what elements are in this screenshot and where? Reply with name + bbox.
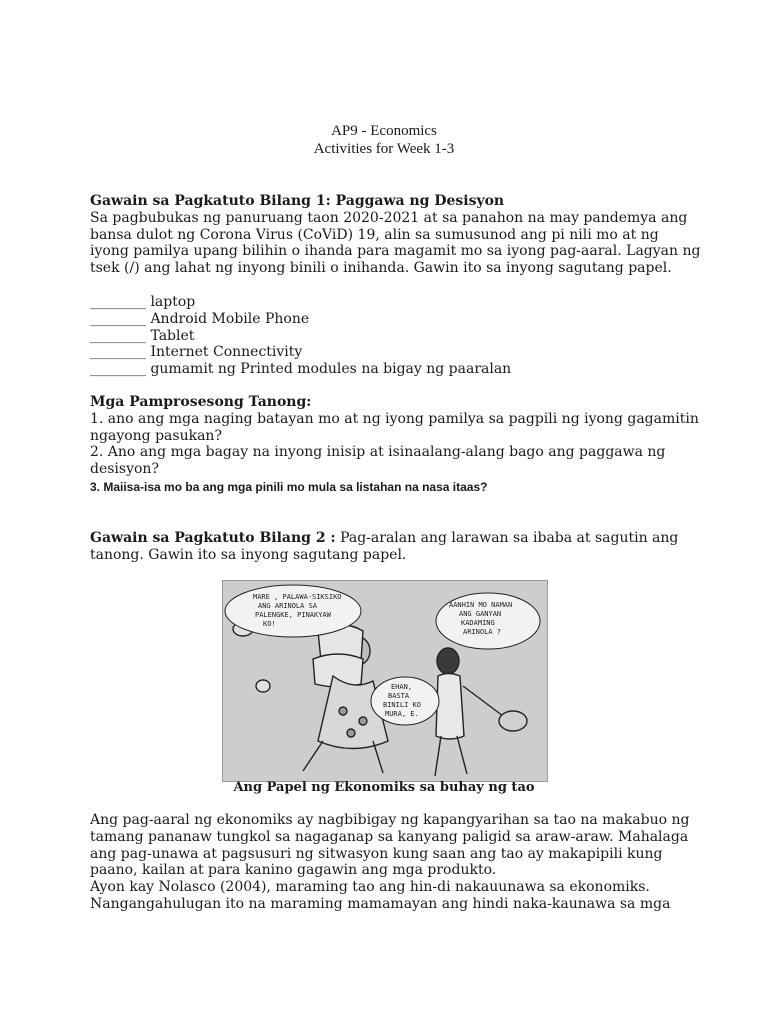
checklist-item-tablet: ________ Tablet bbox=[90, 327, 195, 344]
bubble-2-line: ARINOLA ? bbox=[463, 628, 501, 636]
bubble-1-line: KO! bbox=[263, 620, 276, 628]
closing-line: paano, kailan at para kanino gagawin ang mga produkto. bbox=[90, 862, 497, 879]
bubble-2-line: AANHIN MO NAMAN bbox=[449, 601, 513, 609]
closing-line: Ang pag-aaral ng ekonomiks ay nagbibigay ng kapangyarihan sa tao na makabuo ng bbox=[90, 812, 690, 828]
gawain1-section bbox=[90, 193, 701, 277]
gawain1-title: Gawain sa Pagkatuto Bilang 1: Paggawa ng Desisyon bbox=[90, 193, 505, 209]
cartoon-illustration bbox=[222, 580, 548, 782]
processing-questions bbox=[90, 394, 699, 496]
question-3: 3. Maiisa-isa mo ba ang mga pinili mo mula sa listahan na nasa itaas? bbox=[90, 479, 488, 494]
gawain2-title: Gawain sa Pagkatuto Bilang 2 : bbox=[90, 530, 336, 546]
activities-subtitle: Activities for Week 1-3 bbox=[313, 141, 455, 157]
question-1-line: ngayong pasukan? bbox=[90, 427, 222, 444]
cartoon-caption: Ang Papel ng Ekonomiks sa buhay ng tao bbox=[233, 780, 535, 795]
speech-bubble-1 bbox=[225, 585, 361, 637]
closing-line: Nangangahulugan ito na maraming mamamayan ang hindi naka-kaunawa sa mga bbox=[90, 895, 671, 912]
gawain2-text: Pag-aralan ang larawan sa ibaba at sagutin ang bbox=[335, 530, 679, 546]
speech-bubble-3 bbox=[371, 677, 439, 725]
bubble-2-line: KADAMING bbox=[461, 619, 495, 627]
bubble-1-line: ANG ARINOLA SA bbox=[258, 602, 318, 610]
bubble-1-line: MARE , PALAWA-SIKSIKO bbox=[253, 593, 342, 601]
checklist-item-printed-modules: ________ gumamit ng Printed modules na bigay ng paaralan bbox=[90, 361, 512, 378]
bubble-1-line: PALENGKE, PINAKYAW bbox=[255, 611, 331, 619]
closing-paragraph bbox=[90, 812, 690, 913]
question-1-line: 1. ano ang mga naging batayan mo at ng iyong pamilya sa pagpili ng iyong gagamitin bbox=[90, 410, 699, 427]
gawain1-paragraph-line: iyong pamilya upang bilihin o ihanda para magamit mo sa iyong pag-aaral. Lagyan ng bbox=[90, 243, 701, 260]
checklist-item-android-phone: ________ Android Mobile Phone bbox=[90, 310, 310, 327]
question-2-line: 2. Ano ang mga bagay na inyong inisip at isinaalang-alang bago ang paggawa ng bbox=[90, 444, 666, 461]
closing-line: ang pag-unawa at pagsusuri ng sitwasyon kung saan ang tao ay makapipili kung bbox=[90, 845, 663, 862]
bubble-3-line: MURA, E. bbox=[385, 710, 419, 718]
gawain1-paragraph-line: Sa pagbubukas ng panuruang taon 2020-2021 at sa panahon na may pandemya ang bbox=[90, 209, 688, 226]
gawain1-paragraph-line: bansa dulot ng Corona Virus (CoViD) 19, alin sa sumusunod ang pi nili mo at ng bbox=[90, 226, 659, 243]
bubble-2-line: ANG GANYAN bbox=[459, 610, 502, 618]
question-2-line: desisyon? bbox=[90, 461, 159, 478]
closing-line: tamang pananaw tungkol sa nagaganap sa kanyang paligid sa araw-araw. Mahalaga bbox=[90, 828, 689, 845]
gawain2-section bbox=[90, 530, 690, 564]
bubble-3-line: EHAN, bbox=[391, 683, 413, 691]
checklist-item-laptop: ________ laptop bbox=[90, 294, 196, 310]
gawain2-text-line: tanong. Gawin ito sa inyong sagutang papel. bbox=[90, 546, 407, 563]
bubble-3-line: BASTA bbox=[388, 692, 410, 700]
speech-bubble-2 bbox=[436, 593, 540, 649]
course-title: AP9 - Economics bbox=[331, 123, 437, 139]
checklist bbox=[90, 294, 690, 378]
gawain1-paragraph-line: tsek (/) ang lahat ng inyong binili o inihanda. Gawin ito sa inyong sagutang papel. bbox=[90, 260, 672, 277]
bubble-3-line: BINILI KO bbox=[383, 701, 421, 709]
checklist-item-internet: ________ Internet Connectivity bbox=[90, 344, 303, 361]
closing-line: Ayon kay Nolasco (2004), maraming tao ang hin-di nakauunawa sa ekonomiks. bbox=[90, 879, 650, 896]
processing-questions-title: Mga Pamprosesong Tanong: bbox=[90, 394, 312, 410]
